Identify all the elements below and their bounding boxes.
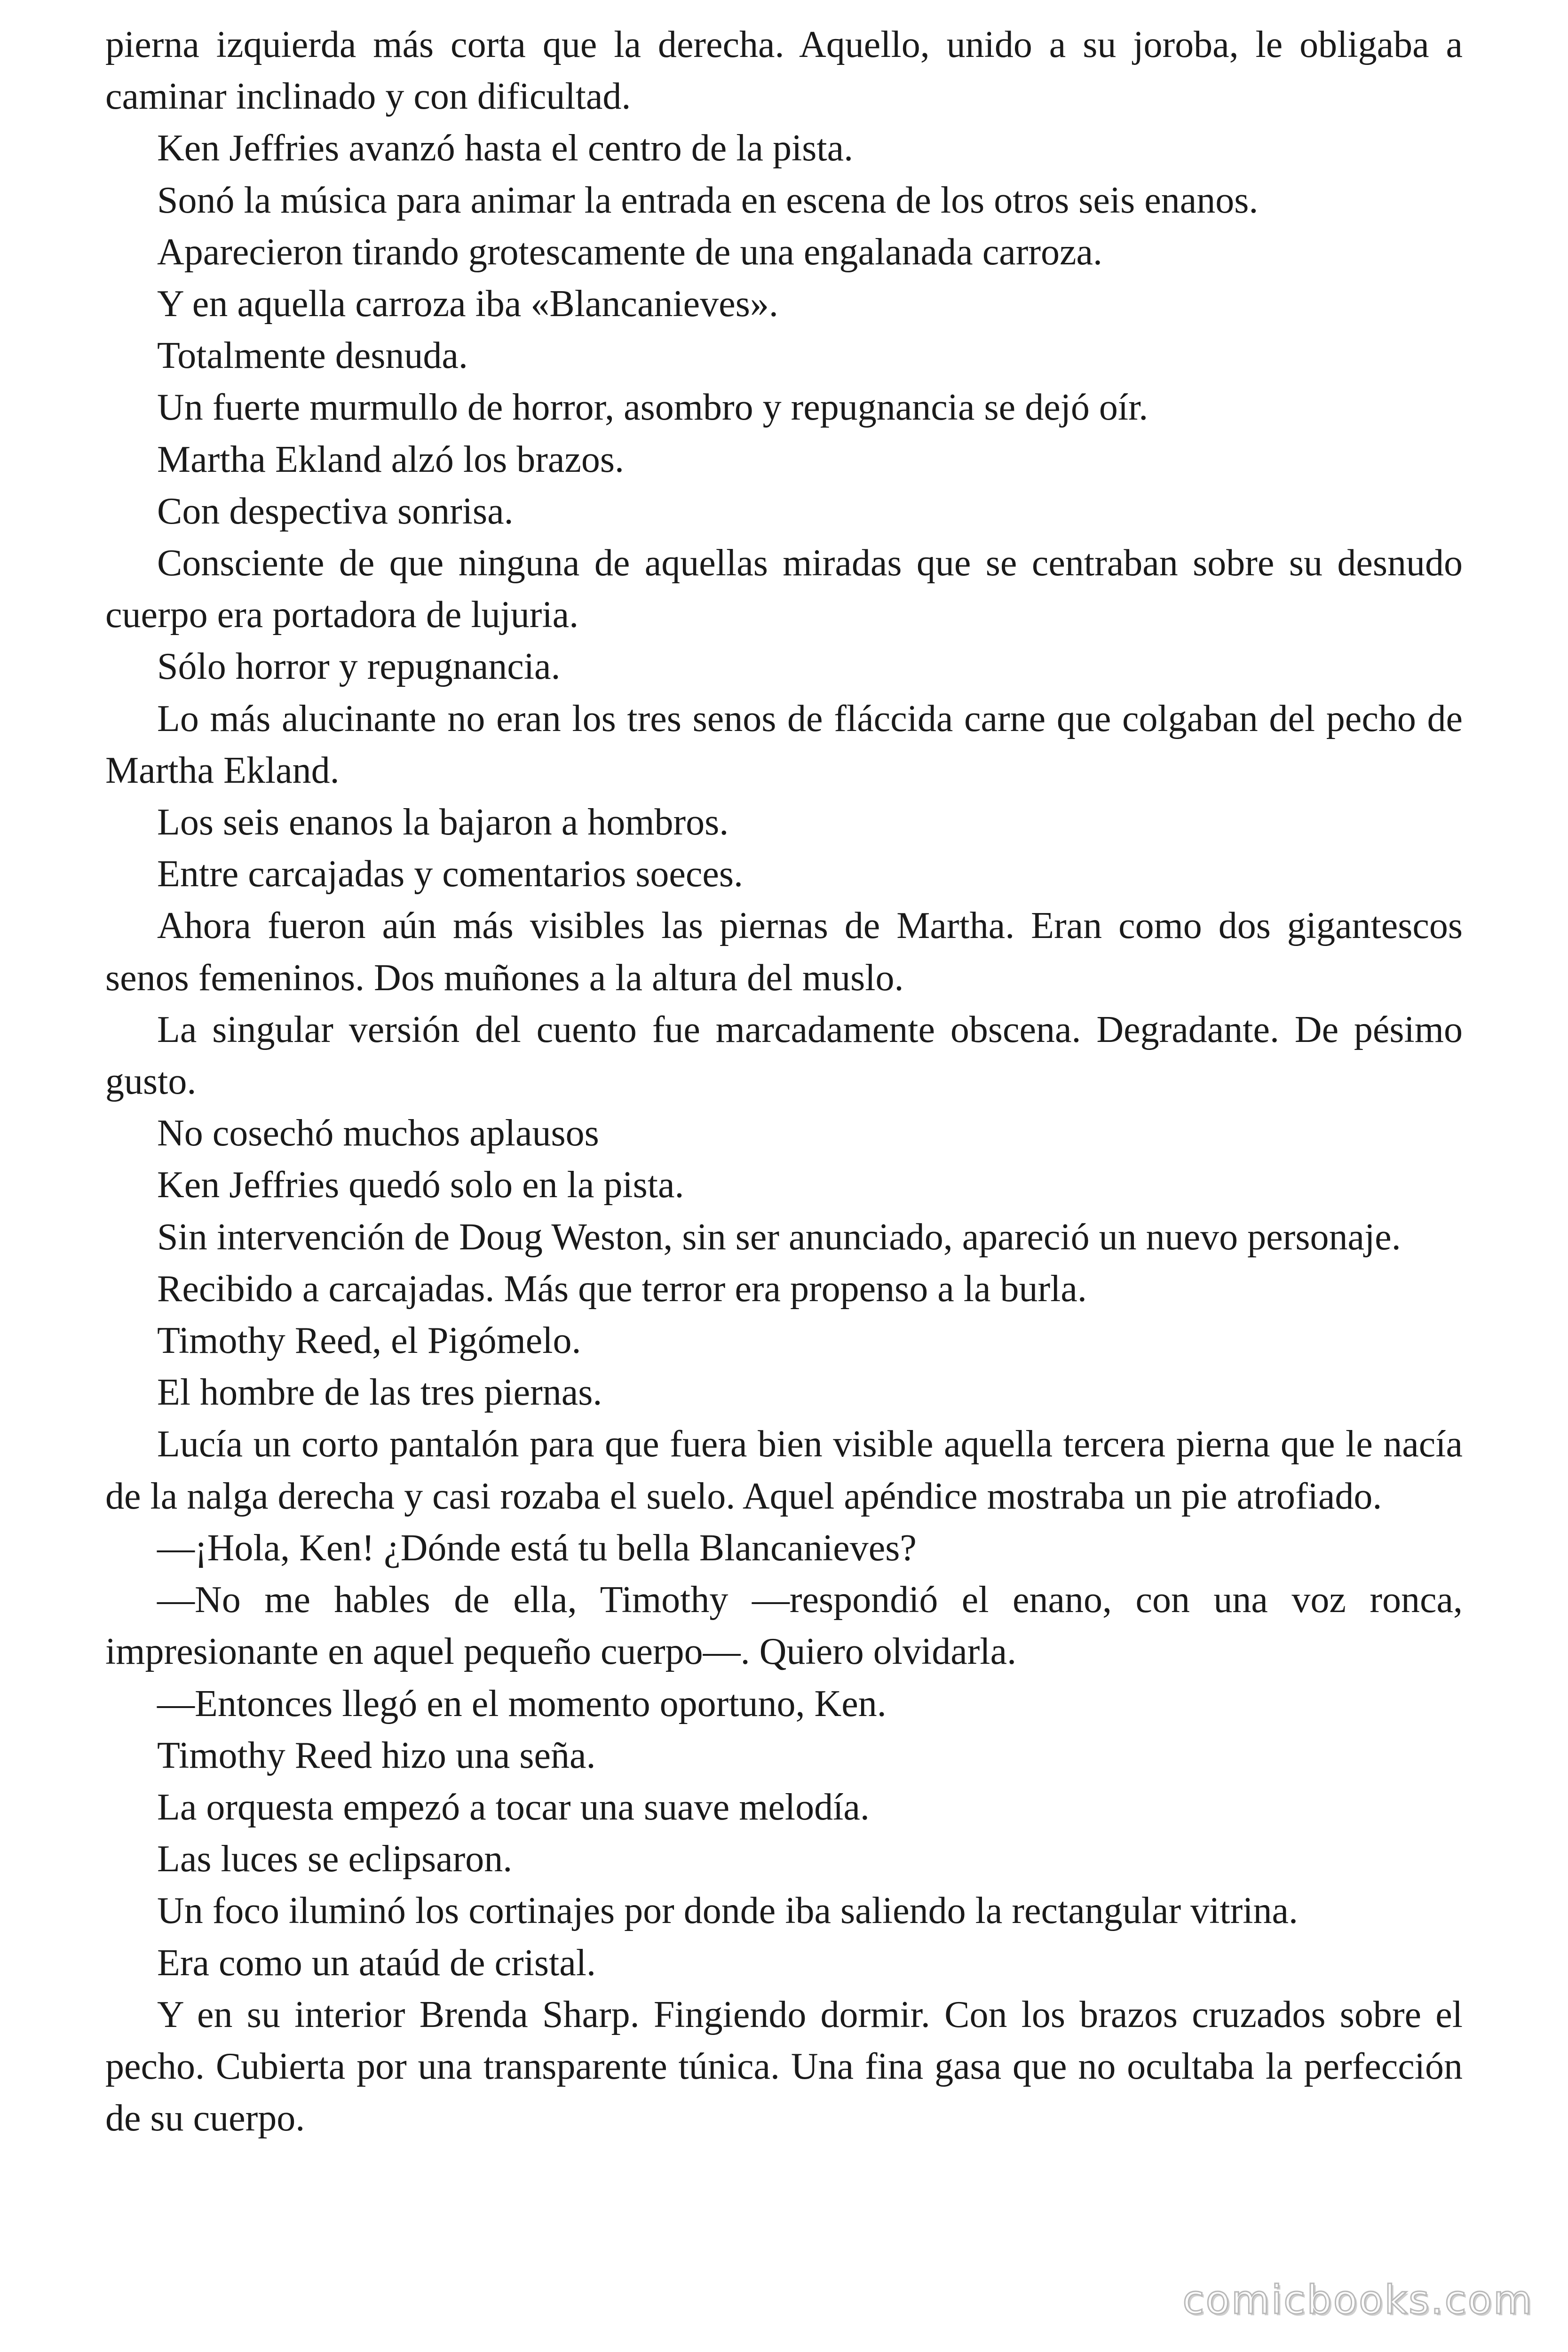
page-body xyxy=(105,19,1463,2144)
paragraph: Ken Jeffries avanzó hasta el centro de la pista. xyxy=(157,127,854,169)
paragraph: Lucía un corto pantalón para que fuera bien visible aquella tercera pierna que le nacía de la nalga derecha y casi rozaba el suelo. Aquel apéndice mostraba un pie atrofiado. xyxy=(105,1423,1463,1517)
paragraph: —No me hables de ella, Timothy —respondió el enano, con una voz ronca, impresionante en aquel pequeño cuerpo—. Quiero olvidarla. xyxy=(105,1579,1463,1673)
paragraph: Aparecieron tirando grotescamente de una engalanada carroza. xyxy=(157,231,1102,273)
paragraph: Sonó la música para animar la entrada en escena de los otros seis enanos. xyxy=(157,179,1259,221)
paragraph: Un fuerte murmullo de horror, asombro y repugnancia se dejó oír. xyxy=(157,387,1148,429)
paragraph: Ahora fueron aún más visibles las piernas de Martha. Eran como dos gigantescos senos femeninos. Dos muñones a la altura del muslo. xyxy=(105,905,1463,999)
watermark: comicbooks.com xyxy=(1182,2277,1533,2323)
paragraph: El hombre de las tres piernas. xyxy=(157,1372,602,1414)
paragraph: Timothy Reed, el Pigómelo. xyxy=(157,1320,581,1362)
paragraph: Consciente de que ninguna de aquellas miradas que se centraban sobre su desnudo cuerpo era portadora de lujuria. xyxy=(105,542,1463,636)
paragraph: pierna izquierda más corta que la derecha. Aquello, unido a su joroba, le obligaba a caminar inclinado y con dificultad. xyxy=(105,24,1463,118)
paragraph: Y en aquella carroza iba «Blancanieves». xyxy=(157,283,778,325)
paragraph: Entre carcajadas y comentarios soeces. xyxy=(157,853,744,895)
paragraph: —¡Hola, Ken! ¿Dónde está tu bella Blancanieves? xyxy=(157,1527,917,1569)
paragraph: Sin intervención de Doug Weston, sin ser anunciado, apareció un nuevo personaje. xyxy=(157,1216,1401,1258)
paragraph: Recibido a carcajadas. Más que terror era propenso a la burla. xyxy=(157,1268,1087,1310)
paragraph: La orquesta empezó a tocar una suave melodía. xyxy=(157,1786,870,1828)
paragraph: Totalmente desnuda. xyxy=(157,335,468,377)
paragraph: Los seis enanos la bajaron a hombros. xyxy=(157,802,729,843)
paragraph: Y en su interior Brenda Sharp. Fingiendo dormir. Con los brazos cruzados sobre el pecho. Cubierta por una transparente túnica. Una fina gasa que no ocultaba la perfección de su cuerpo. xyxy=(105,1994,1463,2139)
paragraph: Lo más alucinante no eran los tres senos de fláccida carne que colgaban del pecho de Martha Ekland. xyxy=(105,698,1463,791)
paragraph: —Entonces llegó en el momento oportuno, Ken. xyxy=(157,1683,887,1724)
paragraph: No cosechó muchos aplausos xyxy=(157,1112,599,1154)
paragraph: Las luces se eclipsaron. xyxy=(157,1838,513,1880)
paragraph: La singular versión del cuento fue marcadamente obscena. Degradante. De pésimo gusto. xyxy=(105,1009,1463,1103)
paragraph: Timothy Reed hizo una seña. xyxy=(157,1734,596,1776)
paragraph: Sólo horror y repugnancia. xyxy=(157,646,561,688)
paragraph: Martha Ekland alzó los brazos. xyxy=(157,438,625,480)
paragraph: Era como un ataúd de cristal. xyxy=(157,1942,596,1984)
paragraph: Con despectiva sonrisa. xyxy=(157,490,514,532)
paragraph: Ken Jeffries quedó solo en la pista. xyxy=(157,1164,684,1206)
paragraph: Un foco iluminó los cortinajes por donde iba saliendo la rectangular vitrina. xyxy=(157,1890,1298,1932)
